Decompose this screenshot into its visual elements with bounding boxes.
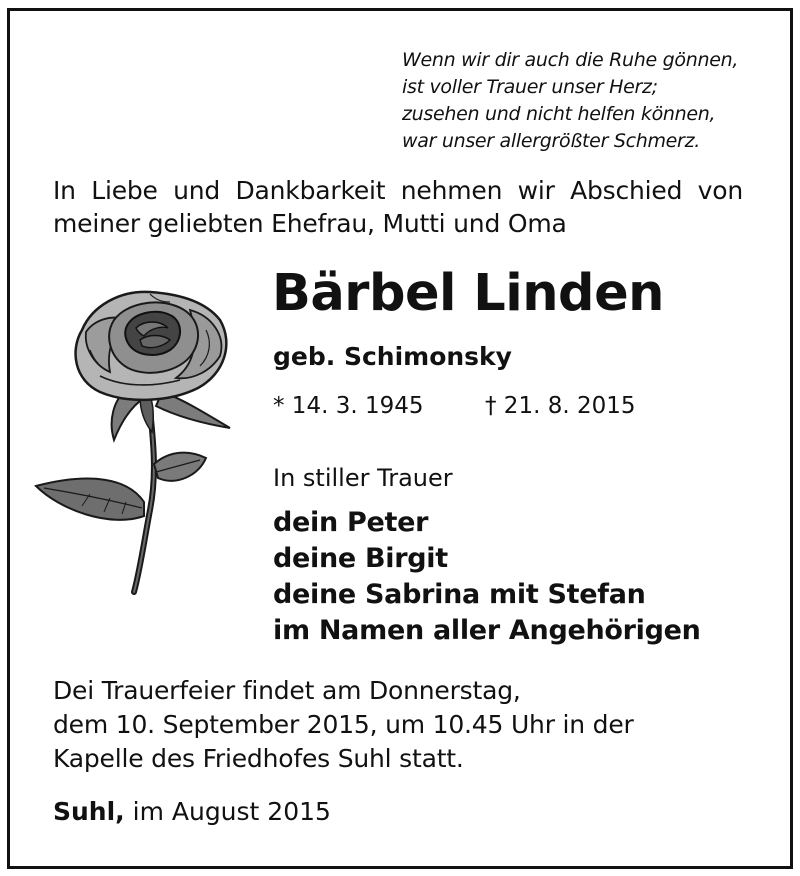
deceased-name: Bärbel Linden [272,264,664,323]
intro-word: von [697,176,743,205]
closing-date: im August 2015 [132,797,331,826]
mourner-name: deine Sabrina mit Stefan [273,579,646,610]
funeral-notice [53,674,634,776]
intro-word: und [173,176,221,205]
rose-icon [30,280,245,600]
mourner-name: im Namen aller Angehörigen [273,615,701,646]
funeral-line: Dei Trauerfeier findet am Donnerstag, [53,676,521,705]
birth-date: * 14. 3. 1945 [273,393,424,419]
birth-name: geb. Schimonsky [273,342,512,371]
poem [402,47,738,155]
poem-line: zusehen und nicht helfen können, [402,103,716,125]
poem-line: war unser allergrößter Schmerz. [402,130,700,152]
intro-word: nehmen [400,176,503,205]
intro-line-2: meiner geliebten Ehefrau, Mutti und Oma [53,209,567,238]
poem-line: ist voller Trauer unser Herz; [402,76,658,98]
intro-text [53,174,743,240]
poem-line: Wenn wir dir auch die Ruhe gönnen, [402,49,739,71]
mourner-name: dein Peter [273,507,429,538]
intro-word: Liebe [91,176,158,205]
closing-place: Suhl, [53,797,125,826]
intro-word: wir [517,176,555,205]
mourning-label: In stiller Trauer [273,464,453,492]
life-dates [273,390,636,422]
funeral-line: dem 10. September 2015, um 10.45 Uhr in der [53,710,634,739]
mourners-list [273,505,701,649]
intro-word: Abschied [570,176,683,205]
funeral-line: Kapelle des Friedhofes Suhl statt. [53,744,464,773]
intro-line-1 [53,174,743,207]
intro-word: In [53,176,76,205]
closing-line [53,795,331,829]
mourner-name: deine Birgit [273,543,448,574]
death-date: † 21. 8. 2015 [485,393,636,419]
intro-word: Dankbarkeit [235,176,386,205]
